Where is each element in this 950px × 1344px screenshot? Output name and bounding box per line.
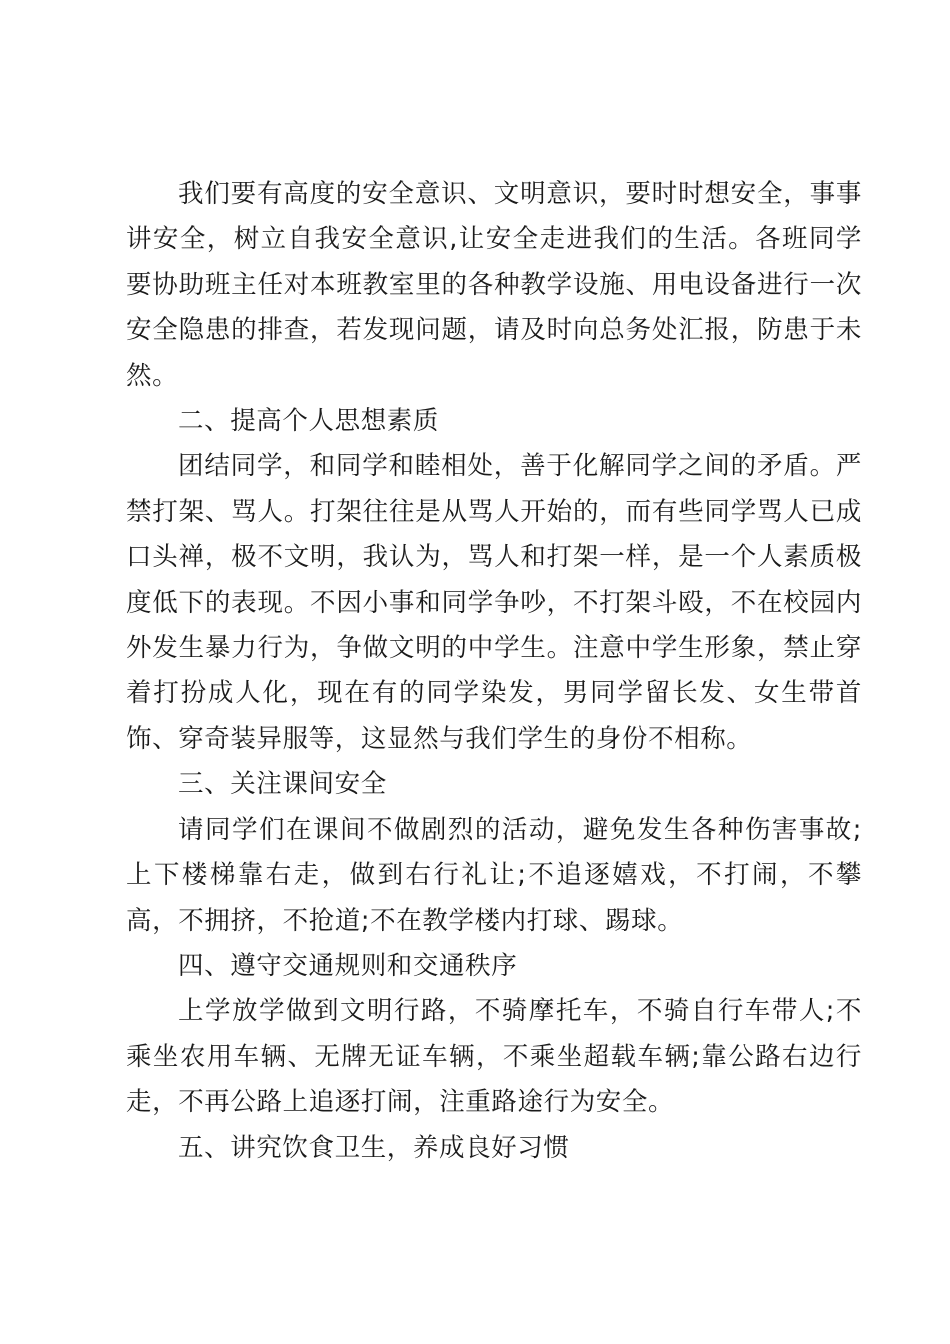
paragraph-personal-quality: 团结同学，和同学和睦相处，善于化解同学之间的矛盾。严禁打架、骂人。打架往往是从骂人开始的，而有些同学骂人已成口头禅，极不文明，我认为，骂人和打架一样，是一个人素质极度低下的表现。不因小事和同学争吵，不打架斗殴，不在校园内外发生暴力行为，争做文明的中学生。注意中学生形象，禁止穿着打扮成人化，现在有的同学染发，男同学留长发、女生带首饰、穿奇装异服等，这显然与我们学生的身份不相称。	[126, 451, 862, 754]
paragraph-break-safety: 请同学们在课间不做剧烈的活动，避免发生各种伤害事故;上下楼梯靠右走，做到右行礼让;不追逐嬉戏，不打闹，不攀高，不拥挤，不抢道;不在教学楼内打球、踢球。	[126, 814, 862, 936]
document-body	[126, 172, 862, 1171]
section-heading-break-safety: 三、关注课间安全	[178, 769, 387, 800]
section-heading-traffic-rules: 四、遵守交通规则和交通秩序	[178, 950, 518, 981]
paragraph-safety-awareness: 我们要有高度的安全意识、文明意识，要时时想安全，事事讲安全，树立自我安全意识,让安全走进我们的生活。各班同学要协助班主任对本班教室里的各种教学设施、用电设备进行一次安全隐患的排查，若发现问题，请及时向总务处汇报，防患于未然。	[126, 179, 862, 391]
paragraph-traffic-rules: 上学放学做到文明行路，不骑摩托车，不骑自行车带人;不乘坐农用车辆、无牌无证车辆，不乘坐超载车辆;靠公路右边行走，不再公路上追逐打闹，注重路途行为安全。	[126, 996, 862, 1118]
section-heading-food-hygiene: 五、讲究饮食卫生，养成良好习惯	[178, 1132, 570, 1163]
section-heading-personal-quality: 二、提高个人思想素质	[178, 406, 440, 437]
